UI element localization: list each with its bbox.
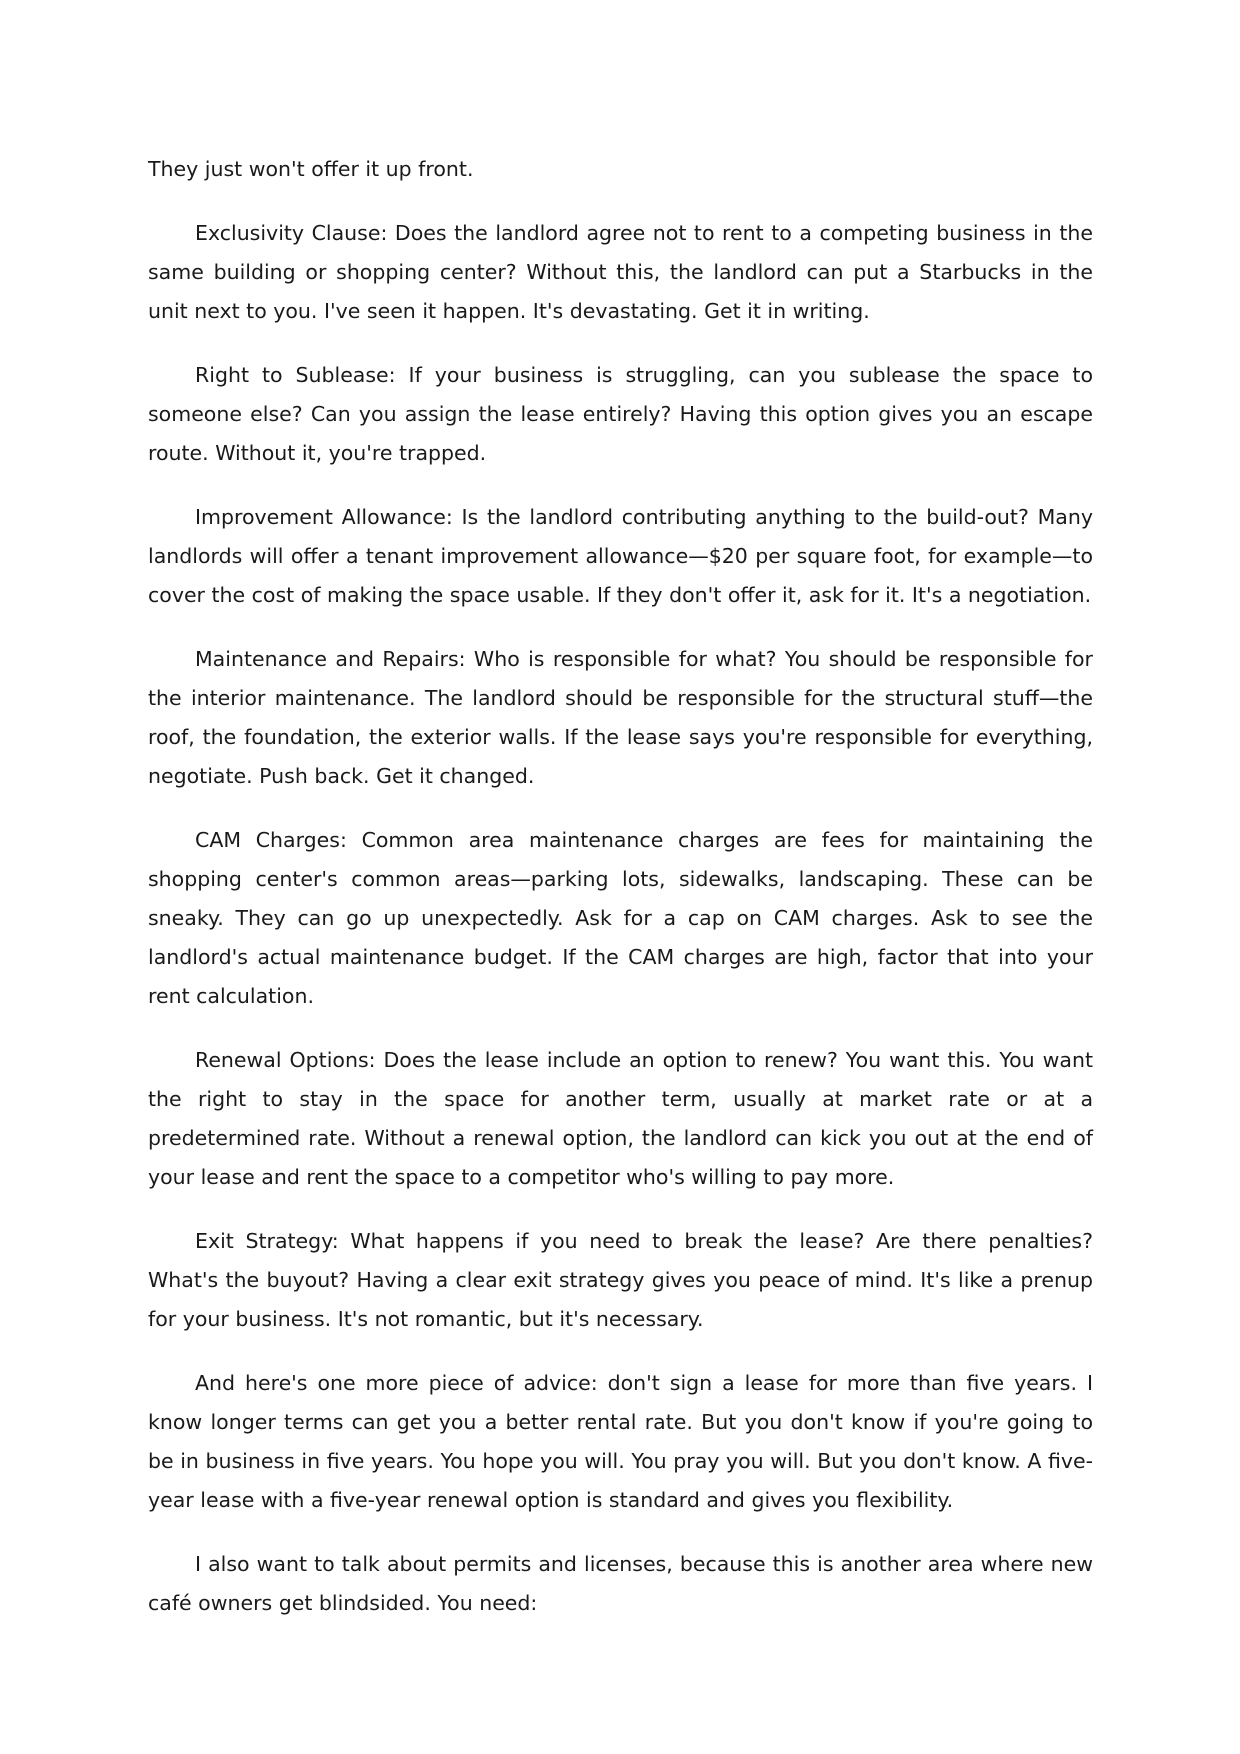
- paragraph-renewal-options: Renewal Options: Does the lease include an option to renew? You want this. You want the right to stay in the space for another term, usually at market rate or at a predetermined rate. Without a renewal option, the landlord can kick you out at the end of your lease and rent the space to a competitor who's willing to pay more.: [148, 1048, 1093, 1189]
- paragraph-improvement-allowance: Improvement Allowance: Is the landlord contributing anything to the build-out? Many landlords will offer a tenant improvement allowance—$20 per square foot, for example—to cover the cost of making the space usable. If they don't offer it, ask for it. It's a negotiation.: [148, 505, 1093, 607]
- paragraph-maintenance-repairs: Maintenance and Repairs: Who is responsible for what? You should be responsible for the interior maintenance. The landlord should be responsible for the structural stuff—the roof, the foundation, the exterior walls. If the lease says you're responsible for everything, negotiate. Push back. Get it changed.: [148, 647, 1093, 788]
- paragraph-lease-length-advice: And here's one more piece of advice: don't sign a lease for more than five years. I know longer terms can get you a better rental rate. But you don't know if you're going to be in business in five years. You hope you will. You pray you will. But you don't know. A five-year lease with a five-year renewal option is standard and gives you flexibility.: [148, 1371, 1093, 1512]
- paragraph-exit-strategy: Exit Strategy: What happens if you need to break the lease? Are there penalties? What's the buyout? Having a clear exit strategy gives you peace of mind. It's like a prenup for your business. It's not romantic, but it's necessary.: [148, 1229, 1093, 1331]
- paragraph-continuation: They just won't offer it up front.: [148, 157, 474, 181]
- paragraph-right-to-sublease: Right to Sublease: If your business is struggling, can you sublease the space to someone else? Can you assign the lease entirely? Having this option gives you an escape route. Without it, you're trapped.: [148, 363, 1093, 465]
- paragraph-permits-licenses: I also want to talk about permits and licenses, because this is another area where new café owners get blindsided. You need:: [148, 1552, 1093, 1615]
- paragraph-exclusivity-clause: Exclusivity Clause: Does the landlord agree not to rent to a competing business in the same building or shopping center? Without this, the landlord can put a Starbucks in the unit next to you. I've seen it happen. It's devastating. Get it in writing.: [148, 221, 1093, 323]
- document-page: [148, 150, 1093, 1648]
- paragraph-cam-charges: CAM Charges: Common area maintenance charges are fees for maintaining the shopping center's common areas—parking lots, sidewalks, landscaping. These can be sneaky. They can go up unexpectedly. Ask for a cap on CAM charges. Ask to see the landlord's actual maintenance budget. If the CAM charges are high, factor that into your rent calculation.: [148, 828, 1093, 1008]
